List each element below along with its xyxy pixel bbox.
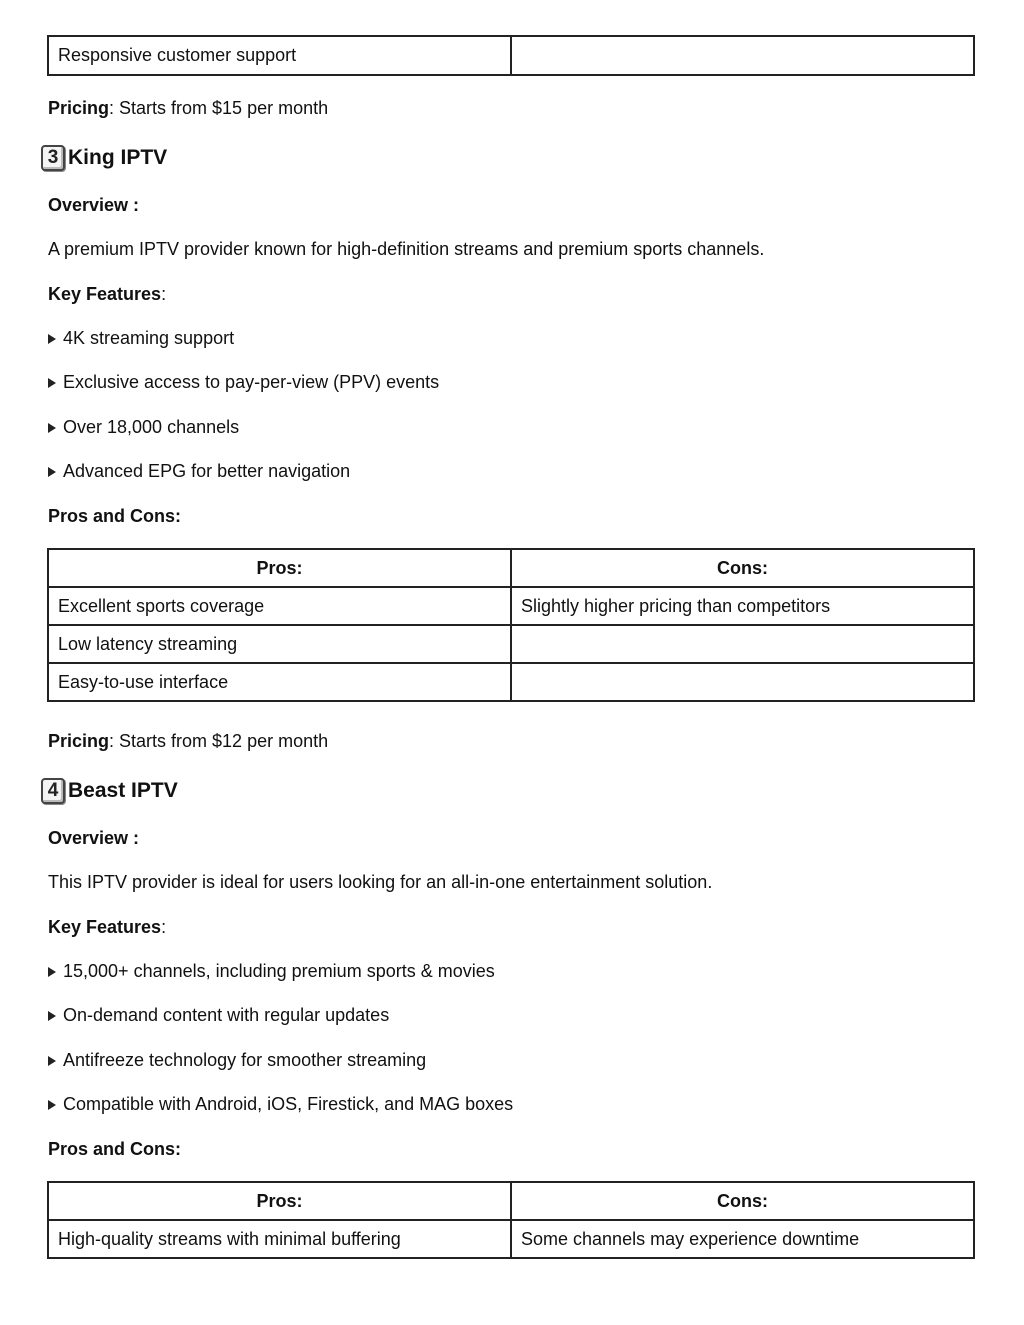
pros-header: Pros: — [48, 549, 511, 587]
table-cell: Excellent sports coverage — [48, 587, 511, 625]
bullet-triangle-icon — [48, 1056, 56, 1066]
table-row — [48, 1220, 974, 1258]
table-cell — [511, 663, 974, 701]
list-item — [48, 960, 495, 982]
table-header-row — [48, 1182, 974, 1220]
pros-cons-table — [47, 1181, 975, 1259]
pricing-label: Pricing — [48, 731, 110, 751]
bullet-triangle-icon — [48, 334, 56, 344]
overview-text: A premium IPTV provider known for high-definition streams and premium sports channels. — [48, 239, 765, 259]
cons-header: Cons: — [511, 1182, 974, 1220]
pricing-label: Pricing — [48, 98, 110, 118]
bullet-triangle-icon — [48, 1100, 56, 1110]
table-cell: Responsive customer support — [48, 36, 511, 75]
number-4-keycap-icon: 4 — [41, 778, 65, 804]
overview-label: Overview : — [48, 195, 140, 215]
table-cell — [511, 36, 974, 75]
section-title: King IPTV — [68, 146, 168, 169]
key-features-colon: : — [161, 917, 167, 937]
pricing-value: : Starts from $15 per month — [109, 98, 329, 118]
bullet-triangle-icon — [48, 967, 56, 977]
feature-text: Advanced EPG for better navigation — [63, 461, 351, 481]
table-cell: Easy-to-use interface — [48, 663, 511, 701]
key-features-label: Key Features — [48, 917, 162, 937]
overview-label: Overview : — [48, 828, 140, 848]
pros-header: Pros: — [48, 1182, 511, 1220]
table-cell: Slightly higher pricing than competitors — [511, 587, 974, 625]
cons-header: Cons: — [511, 549, 974, 587]
feature-text: Compatible with Android, iOS, Firestick, and MAG boxes — [63, 1094, 514, 1114]
table-cell: Low latency streaming — [48, 625, 511, 663]
table-row — [48, 36, 974, 75]
pricing-line — [48, 97, 328, 119]
bullet-triangle-icon — [48, 423, 56, 433]
list-item — [48, 327, 234, 349]
table-cell — [511, 625, 974, 663]
list-item — [48, 1049, 426, 1071]
bullet-triangle-icon — [48, 467, 56, 477]
key-features-heading — [48, 283, 166, 305]
table-cell: Some channels may experience downtime — [511, 1220, 974, 1258]
pricing-value: : Starts from $12 per month — [109, 731, 329, 751]
feature-text: On-demand content with regular updates — [63, 1005, 390, 1025]
section-heading — [41, 145, 167, 171]
list-item — [48, 1093, 513, 1115]
feature-text: 15,000+ channels, including premium sports & movies — [63, 961, 495, 981]
bullet-triangle-icon — [48, 1011, 56, 1021]
pros-cons-label: Pros and Cons: — [48, 1139, 182, 1159]
table-cell: High-quality streams with minimal buffering — [48, 1220, 511, 1258]
number-3-keycap-icon: 3 — [41, 145, 65, 171]
section-title: Beast IPTV — [68, 779, 178, 802]
pricing-line — [48, 730, 328, 752]
bullet-triangle-icon — [48, 378, 56, 388]
overview-text: This IPTV provider is ideal for users looking for an all-in-one entertainment solution. — [48, 872, 713, 892]
key-features-label: Key Features — [48, 284, 162, 304]
list-item — [48, 371, 439, 393]
feature-text: Antifreeze technology for smoother streaming — [63, 1050, 427, 1070]
pros-cons-label: Pros and Cons: — [48, 506, 182, 526]
table-row — [48, 587, 974, 625]
list-item — [48, 416, 239, 438]
feature-text: Over 18,000 channels — [63, 417, 240, 437]
top-pros-cons-table — [47, 35, 975, 76]
key-features-heading — [48, 916, 166, 938]
section-heading — [41, 778, 178, 804]
feature-text: 4K streaming support — [63, 328, 235, 348]
list-item — [48, 1004, 389, 1026]
key-features-colon: : — [161, 284, 167, 304]
table-row — [48, 663, 974, 701]
list-item — [48, 460, 350, 482]
feature-text: Exclusive access to pay-per-view (PPV) events — [63, 372, 440, 392]
pros-cons-table — [47, 548, 975, 702]
table-row — [48, 625, 974, 663]
table-header-row — [48, 549, 974, 587]
